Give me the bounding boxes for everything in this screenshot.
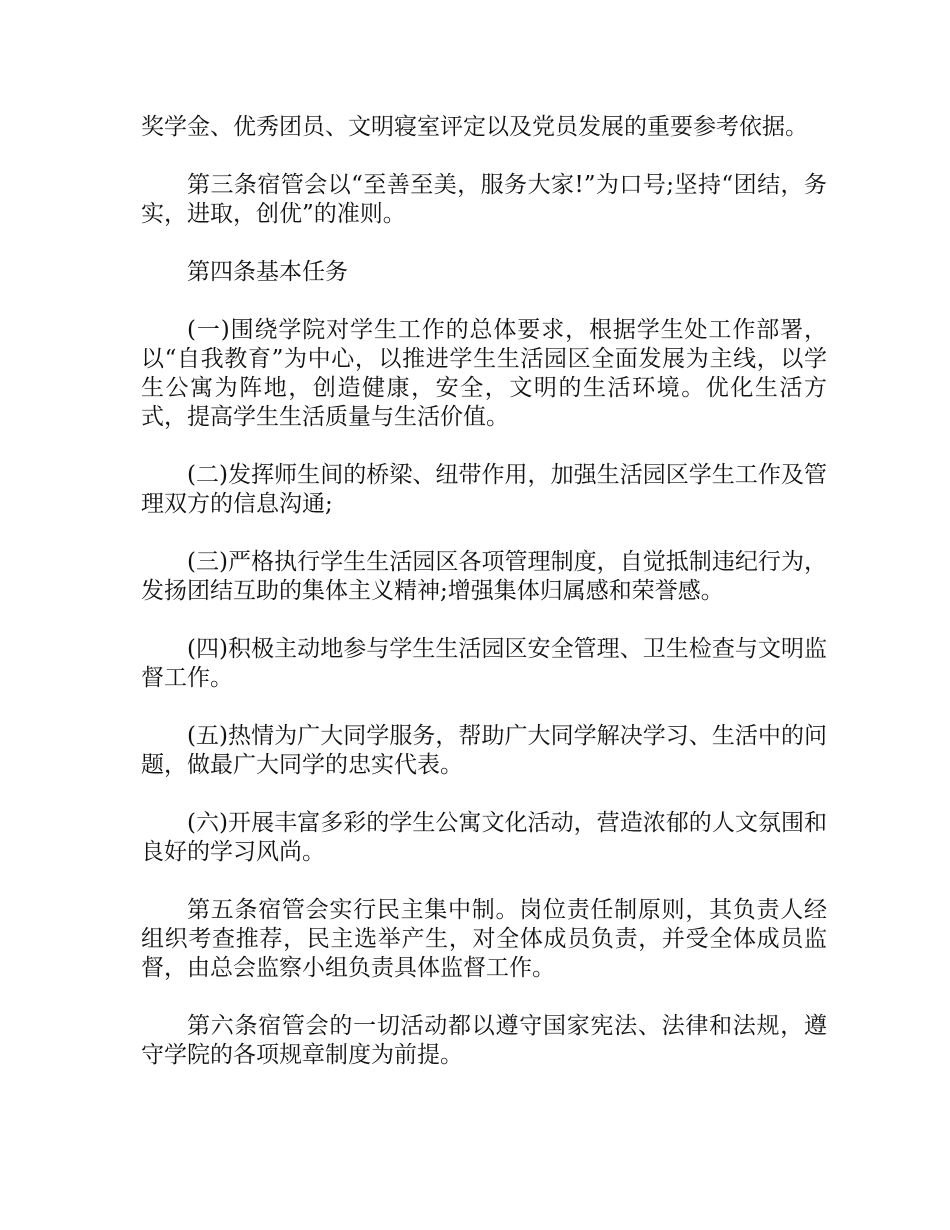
document-body	[141, 113, 827, 1099]
paragraph-task-1: (一)围绕学院对学生工作的总体要求，根据学生处工作部署，以“自我教育”为中心，以推进学生生活园区全面发展为主线，以学生公寓为阵地，创造健康，安全，文明的生活环境。优化生活方式，提高学生生活质量与生活价值。	[141, 317, 827, 430]
paragraph-task-5: (五)热情为广大同学服务，帮助广大同学解决学习、生活中的问题，做最广大同学的忠实代表。	[141, 723, 827, 778]
paragraph-article-5: 第五条宿管会实行民主集中制。岗位责任制原则，其负责人经组织考查推荐，民主选举产生，对全体成员负责，并受全体成员监督，由总会监察小组负责具体监督工作。	[141, 897, 827, 981]
paragraph-task-2: (二)发挥师生间的桥梁、纽带作用，加强生活园区学生工作及管理双方的信息沟通;	[141, 462, 827, 517]
paragraph-task-3: (三)严格执行学生生活园区各项管理制度，自觉抵制违纪行为，发扬团结互助的集体主义精神;增强集体归属感和荣誉感。	[141, 549, 827, 604]
paragraph-task-4: (四)积极主动地参与学生生活园区安全管理、卫生检查与文明监督工作。	[141, 636, 827, 691]
paragraph-article-4-heading: 第四条基本任务	[187, 259, 348, 285]
paragraph-article-6: 第六条宿管会的一切活动都以遵守国家宪法、法律和法规，遵守学院的各项规章制度为前提。	[141, 1013, 827, 1068]
paragraph-task-6: (六)开展丰富多彩的学生公寓文化活动，营造浓郁的人文氛围和良好的学习风尚。	[141, 810, 827, 865]
paragraph-continuation: 奖学金、优秀团员、文明寝室评定以及党员发展的重要参考依据。	[141, 114, 808, 140]
paragraph-article-3: 第三条宿管会以“至善至美，服务大家!”为口号;坚持“团结，务实，进取，创优”的准则。	[141, 172, 827, 227]
